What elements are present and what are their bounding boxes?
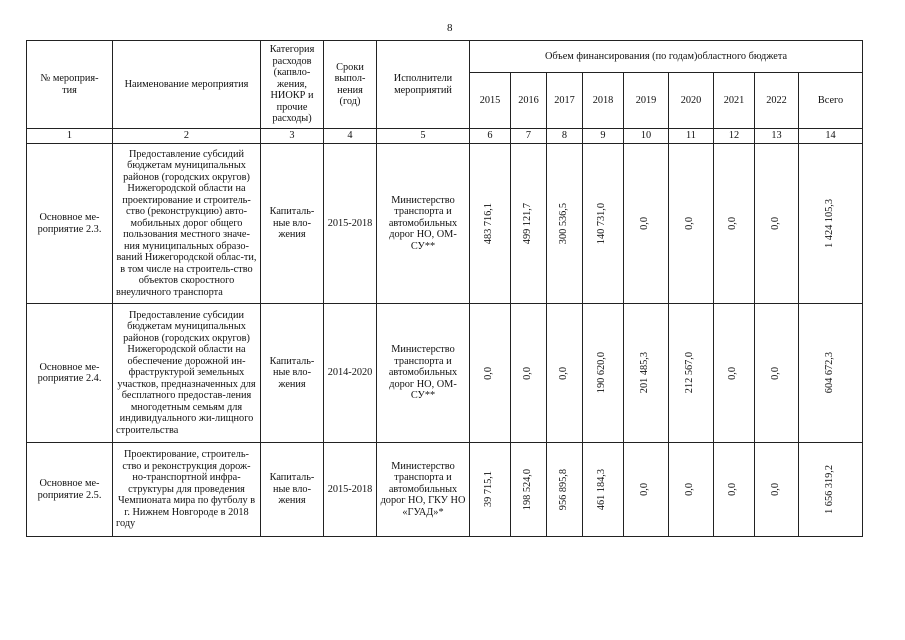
header-year: Всего [799, 73, 863, 129]
column-index: 6 [470, 129, 511, 144]
executors: Министерство транспорта и автомобильных дорог НО, ОМ-СУ** [377, 144, 470, 304]
table-row [27, 443, 863, 537]
funding-value [624, 304, 669, 443]
funding-value-text: 604 672,3 [823, 352, 835, 394]
column-index: 3 [261, 129, 324, 144]
funding-value-text: 190 620,0 [596, 352, 607, 394]
funding-value-text: 499 121,7 [521, 202, 533, 245]
header-number: № мероприя- тия [27, 41, 113, 129]
funding-value [669, 443, 714, 537]
expense-category: Капиталь-ные вло-жения [261, 144, 324, 304]
funding-value [583, 443, 624, 537]
funding-value [583, 144, 624, 304]
header-year: 2020 [669, 73, 714, 129]
funding-value-text: 461 184,3 [596, 468, 607, 511]
column-index: 7 [511, 129, 547, 144]
funding-value-text: 0,0 [727, 483, 738, 496]
column-index: 5 [377, 129, 470, 144]
funding-value [669, 304, 714, 443]
executors: Министерство транспорта и автомобильных дорог НО, ГКУ НО «ГУАД»* [377, 443, 470, 537]
funding-value-text: 0,0 [483, 366, 494, 380]
funding-value [755, 304, 799, 443]
header-year: 2018 [583, 73, 624, 129]
activity-name: Проектирование, строитель-ство и реконструкция дорож-но-транспортной инфра-структуры для проведения Чемпионата мира по футболу в г. Нижнем Новгороде в 2018 году [113, 443, 261, 537]
expense-category: Капиталь-ные вло-жения [261, 443, 324, 537]
funding-value [511, 144, 547, 304]
column-index: 1 [27, 129, 113, 144]
column-index: 11 [669, 129, 714, 144]
activity-number: Основное ме-роприятие 2.5. [27, 443, 113, 537]
funding-value [799, 144, 863, 304]
funding-value [470, 144, 511, 304]
funding-value-text: 0,0 [727, 366, 738, 380]
header-year: 2019 [624, 73, 669, 129]
funding-value [714, 144, 755, 304]
funding-value-text: 956 895,8 [557, 468, 569, 511]
header-year: 2017 [547, 73, 583, 129]
funding-value [755, 144, 799, 304]
funding-value [624, 144, 669, 304]
column-index: 13 [755, 129, 799, 144]
funding-value-text: 0,0 [684, 217, 695, 230]
funding-value [714, 304, 755, 443]
column-index: 10 [624, 129, 669, 144]
activity-name: Предоставление субсидии бюджетам муниципальных районов (городских округов) Нижегородской области на обеспечение дорожной ин-фраструктурой земельных участков, предназначенных для бесплатного предостав-ления многодетным семьям для индивидуального жи-лищного строительства [113, 304, 261, 443]
header-financing: Объем финансирования (по годам)областного бюджета [470, 41, 863, 73]
funding-value [669, 144, 714, 304]
funding-value [470, 443, 511, 537]
funding-value [547, 144, 583, 304]
funding-value-text: 0,0 [521, 366, 533, 380]
funding-value [511, 304, 547, 443]
expense-category: Капиталь-ные вло-жения [261, 304, 324, 443]
funding-value-text: 1 424 105,3 [823, 199, 835, 248]
execution-period: 2014-2020 [324, 304, 377, 443]
column-index: 8 [547, 129, 583, 144]
financing-table [26, 40, 863, 537]
funding-value-text: 140 731,0 [596, 202, 607, 245]
funding-value-text: 0,0 [639, 483, 650, 496]
header-year: 2022 [755, 73, 799, 129]
funding-value-text: 0,0 [769, 483, 781, 496]
executors: Министерство транспорта и автомобильных дорог НО, ОМ-СУ** [377, 304, 470, 443]
funding-value [547, 443, 583, 537]
activity-name: Предоставление субсидий бюджетам муниципальных районов (городских округов) Нижегородской области на проектирование и строитель-ство (реконструкцию) авто-мобильных дорог общего пользования местного значе-ния муниципальных образо-ваний Нижегородской облас-ти, в том числе на строитель-ство объектов скоростного внеуличного транспорта [113, 144, 261, 304]
funding-value [470, 304, 511, 443]
header-year: 2015 [470, 73, 511, 129]
execution-period: 2015-2018 [324, 144, 377, 304]
funding-value [755, 443, 799, 537]
funding-value-text: 0,0 [769, 366, 781, 380]
execution-period: 2015-2018 [324, 443, 377, 537]
funding-value-text: 483 716,1 [483, 202, 494, 245]
funding-value [714, 443, 755, 537]
funding-value [799, 443, 863, 537]
table-row [27, 304, 863, 443]
funding-value [583, 304, 624, 443]
funding-value-text: 201 485,3 [639, 352, 650, 394]
header-period: Сроки выпол-нения (год) [324, 41, 377, 129]
funding-value-text: 0,0 [769, 217, 781, 230]
activity-number: Основное ме-роприятие 2.3. [27, 144, 113, 304]
funding-value-text: 0,0 [684, 483, 695, 496]
column-index: 14 [799, 129, 863, 144]
funding-value-text: 1 656 319,2 [823, 465, 835, 514]
funding-value [799, 304, 863, 443]
header-executors: Исполнители мероприятий [377, 41, 470, 129]
column-index: 2 [113, 129, 261, 144]
column-index: 12 [714, 129, 755, 144]
funding-value-text: 0,0 [727, 217, 738, 230]
funding-value-text: 0,0 [639, 217, 650, 230]
activity-number: Основное ме-роприятие 2.4. [27, 304, 113, 443]
funding-value-text: 198 524,0 [521, 468, 533, 511]
funding-value-text: 39 715,1 [483, 471, 494, 508]
column-index: 4 [324, 129, 377, 144]
header-name: Наименование мероприятия [113, 41, 261, 129]
funding-value [624, 443, 669, 537]
page-number: 8 [447, 22, 453, 34]
funding-value [511, 443, 547, 537]
table-row [27, 144, 863, 304]
funding-value-text: 300 536,5 [557, 202, 569, 245]
header-category: Категория расходов (капвло-жения, НИОКР и прочие расходы) [261, 41, 324, 129]
column-index: 9 [583, 129, 624, 144]
header-year: 2016 [511, 73, 547, 129]
funding-value-text: 212 567,0 [684, 352, 695, 394]
funding-value [547, 304, 583, 443]
header-year: 2021 [714, 73, 755, 129]
funding-value-text: 0,0 [557, 366, 569, 380]
